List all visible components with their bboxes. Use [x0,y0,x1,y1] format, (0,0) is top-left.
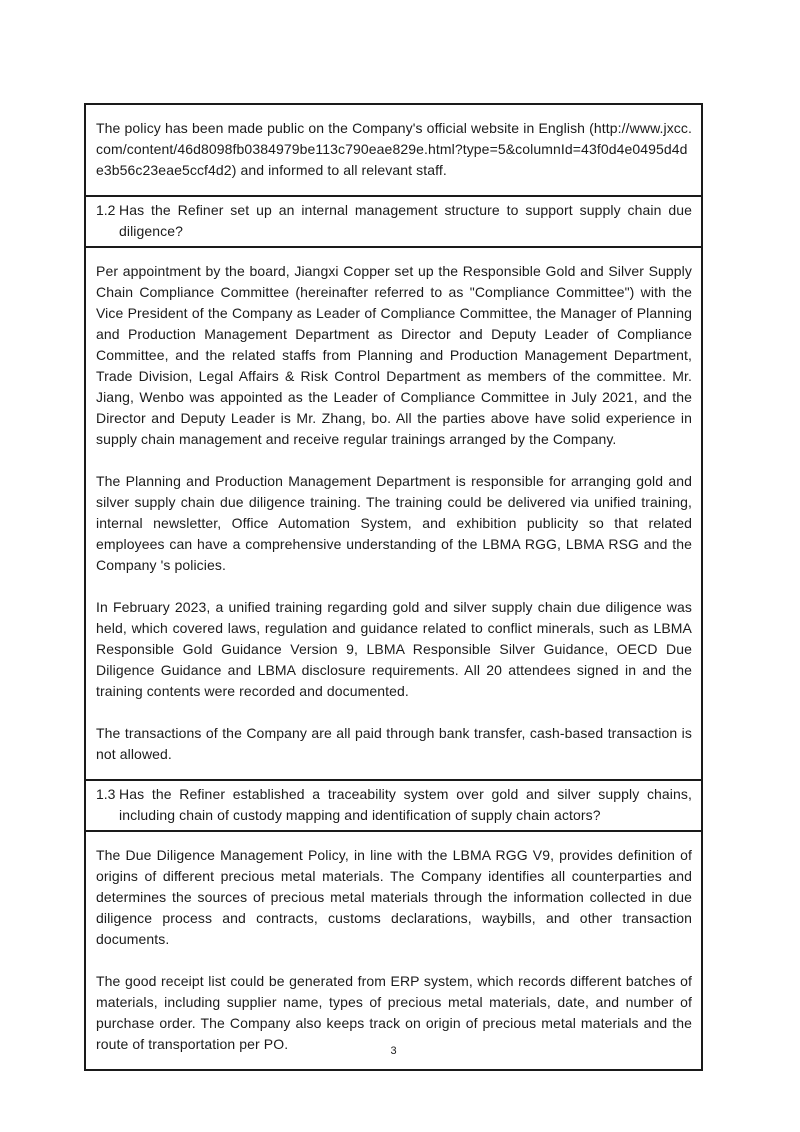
paragraph-erp-good-receipt: The good receipt list could be generated from ERP system, which records different batches of materials, including supplier name, types of precious metal materials, date, and number of purchase order. The Company also keeps track on origin of precious metal materials and the route of transportation per PO. [96,973,692,1052]
qa-table [84,103,703,1071]
paragraph-policy-website: The policy has been made public on the Company's official website in English (http://www.jxcc.com/content/46d8098fb0384979be113c790eae829e.html?type=5&columnId=43f0d4e0495d4de3b56c23eae5ccf4d2) and informed to all relevant staff. [96,120,692,178]
question-row-1-3 [86,779,701,830]
paragraph-february-training: In February 2023, a unified training regarding gold and silver supply chain due diligence was held, which covered laws, regulation and guidance related to conflict minerals, such as LBMA Responsible Gold Guidance Version 9, LBMA Responsible Silver Guidance, OECD Due Diligence Guidance and LBMA disclosure requirements. All 20 attendees signed in and the training contents were recorded and documented. [96,599,692,699]
question-text-1-2: Has the Refiner set up an internal management structure to support supply chain due diligence? [119,202,692,239]
question-row-1-2 [86,195,701,246]
question-number-1-2: 1.2 [96,202,116,218]
paragraph-compliance-committee: Per appointment by the board, Jiangxi Copper set up the Responsible Gold and Silver Supply Chain Compliance Committee (hereinafter referred to as "Compliance Committee") with the Vice President of the Company as Leader of Compliance Committee, the Manager of Planning and Production Management Department as Director and Deputy Leader of Compliance Committee, and the related staffs from Planning and Production Management Department, Trade Division, Legal Affairs & Risk Control Department as members of the committee. Mr. Jiang, Wenbo was appointed as the Leader of Compliance Committee in July 2021, and the Director and Deputy Leader is Mr. Zhang, bo. All the parties above have solid experience in supply chain management and receive regular trainings arranged by the Company. [96,263,692,447]
answer-cell-policy-website [86,105,701,195]
answer-cell-1-3 [86,830,701,1069]
page-number: 3 [390,1045,397,1057]
paragraph-bank-transfer: The transactions of the Company are all paid through bank transfer, cash-based transaction is not allowed. [96,725,692,762]
question-number-1-3: 1.3 [96,786,116,802]
question-text-1-3: Has the Refiner established a traceability system over gold and silver supply chains, including chain of custody mapping and identification of supply chain actors? [119,786,692,823]
paragraph-due-diligence-policy: The Due Diligence Management Policy, in line with the LBMA RGG V9, provides definition of origins of different precious metal materials. The Company identifies all counterparties and determines the sources of precious metal materials through the information collected in due diligence process and contracts, customs declarations, waybills, and other transaction documents. [96,847,692,947]
answer-cell-1-2 [86,246,701,779]
paragraph-training-responsibility: The Planning and Production Management Department is responsible for arranging gold and silver supply chain due diligence training. The training could be delivered via unified training, internal newsletter, Office Automation System, and exhibition publicity so that related employees can have a comprehensive understanding of the LBMA RGG, LBMA RSG and the Company 's policies. [96,473,692,573]
